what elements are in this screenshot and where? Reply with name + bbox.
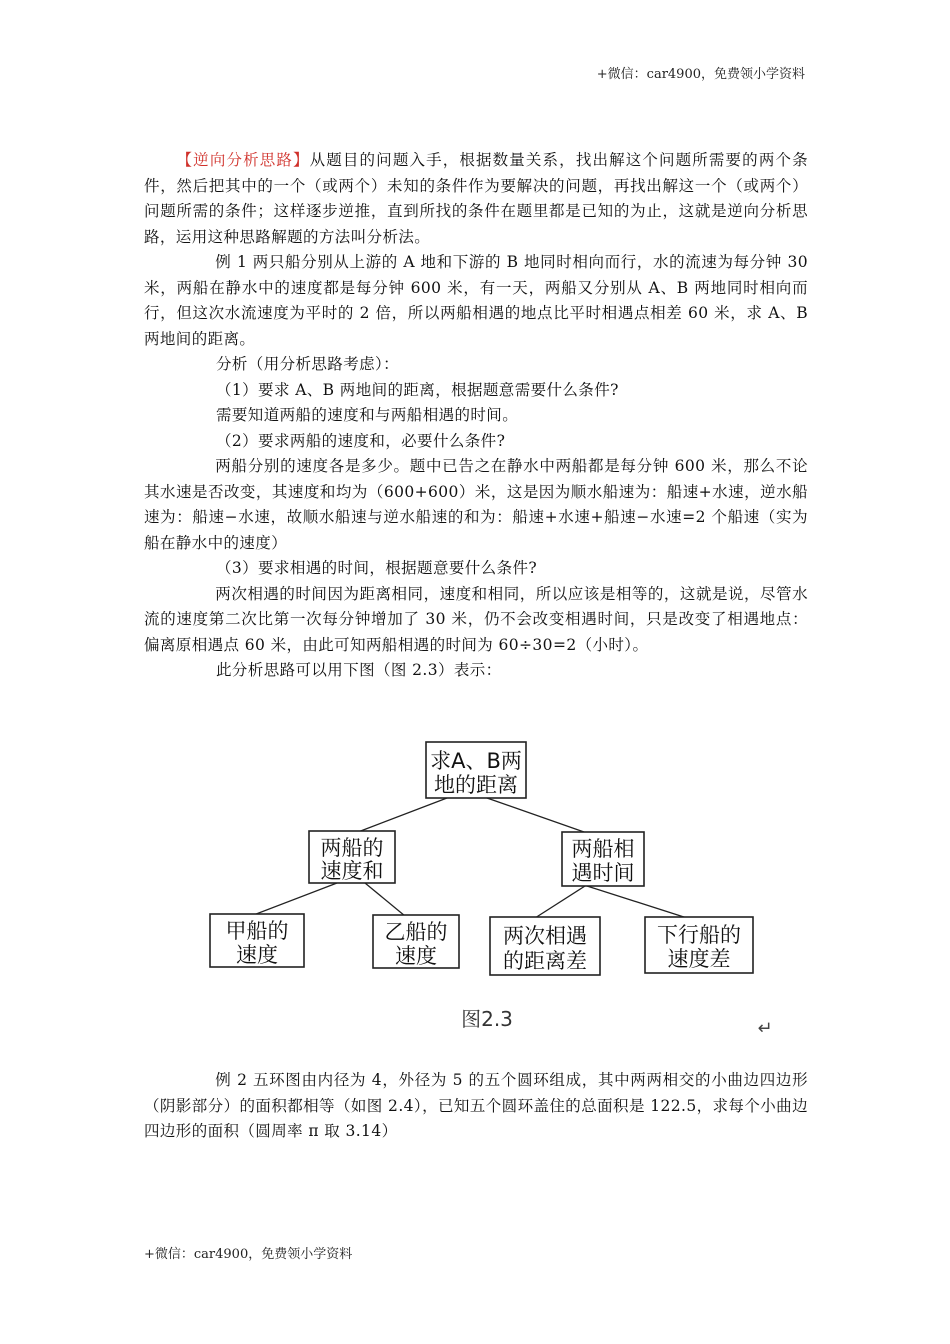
answer-2: 两船分别的速度各是多少。题中已告之在静水中两船都是每分钟 600 米，那么不论其水速是否改变，其速度和均为（600+600）米，这是因为顺水船速为：船速+水速，逆水船速为：船速−水速，故顺水船速与逆水船速的和为：船速+水速+船速−水速=2 个船速（实为船在静水中的速度） <box>144 457 808 552</box>
leaf-4-line-1: 下行船的 <box>657 923 741 947</box>
intro-paragraph <box>144 148 808 250</box>
left-node-line-2: 速度和 <box>320 859 384 883</box>
leaf-2-line-2: 速度 <box>395 944 437 968</box>
question-1: （1）要求 A、B 两地间的距离，根据题意需要什么条件? <box>216 380 619 399</box>
intro-label: 【逆向分析思路】 <box>176 151 310 169</box>
root-line-1: 求A、B两 <box>430 749 522 773</box>
answer-1: 需要知道两船的速度和与两船相遇的时间。 <box>216 406 519 424</box>
page-header: +微信：car4900，免费领小学资料 <box>596 67 805 82</box>
analysis-title: 分析（用分析思路考虑）： <box>216 355 400 373</box>
example1-problem: 例 1 两只船分别从上游的 A 地和下游的 B 地同时相向而行，水的流速为每分钟 30 米，两船在静水中的速度都是每分钟 600 米，有一天，两船又分别从 A、B 两地同时相向而行，但这次水流速度为平时的 2 倍，所以两船相遇的地点比平时相遇点相差 60 米，求 A、B 两地间的距离。 <box>144 253 808 348</box>
intro-text: 从题目的问题入手，根据数量关系，找出解这个问题所需要的两个条件，然后把其中的一个（或两个）未知的条件作为要解决的问题，再找出解这一个（或两个）问题所需的条件；这样逐步逆推，直到所找的条件在题里都是已知的为止，这就是逆向分析思路，运用这种思路解题的方法叫分析法。 <box>144 151 808 246</box>
leaf-4-line-2: 速度差 <box>667 947 731 971</box>
question-2: （2）要求两船的速度和，必要什么条件? <box>216 431 506 450</box>
answer-3: 两次相遇的时间因为距离相同，速度和相同，所以应该是相等的，这就是说，尽管水流的速度第二次比第一次每分钟增加了 30 米，仍不会改变相遇时间，只是改变了相遇地点：偏离原相遇点 60 米，由此可知两船相遇的时间为 60÷30=2（小时）。 <box>144 584 808 654</box>
analysis-tree-diagram <box>205 736 773 1046</box>
right-node-line-1: 两船相 <box>571 837 635 861</box>
figure-caption: 图2.3 <box>461 1007 513 1031</box>
question-3: （3）要求相遇的时间，根据题意要什么条件? <box>216 559 538 577</box>
main-text <box>144 148 808 684</box>
example2-problem: 例 2 五环图由内径为 4，外径为 5 的五个圆环组成，其中两两相交的小曲边四边形（阴影部分）的面积都相等（如图 2.4），已知五个圆环盖住的总面积是 122.5，求每个小曲边四边形的面积（圆周率 π 取 3.14） <box>144 1071 808 1140</box>
leaf-3-line-1: 两次相遇 <box>503 924 587 948</box>
right-node-line-2: 遇时间 <box>571 861 635 885</box>
leaf-3-line-2: 的距离差 <box>503 949 587 973</box>
leaf-1-line-1: 甲船的 <box>225 919 289 943</box>
leaf-2-line-1: 乙船的 <box>384 920 448 944</box>
page-footer: +微信：car4900，免费领小学资料 <box>144 1247 353 1262</box>
leaf-1-line-2: 速度 <box>236 943 278 967</box>
return-mark-icon: ↵ <box>757 1018 773 1039</box>
example2-text <box>144 1068 808 1145</box>
diagram-intro: 此分析思路可以用下图（图 2.3）表示： <box>216 661 502 679</box>
root-line-2: 地的距离 <box>434 773 518 797</box>
left-node-line-1: 两船的 <box>320 836 384 860</box>
